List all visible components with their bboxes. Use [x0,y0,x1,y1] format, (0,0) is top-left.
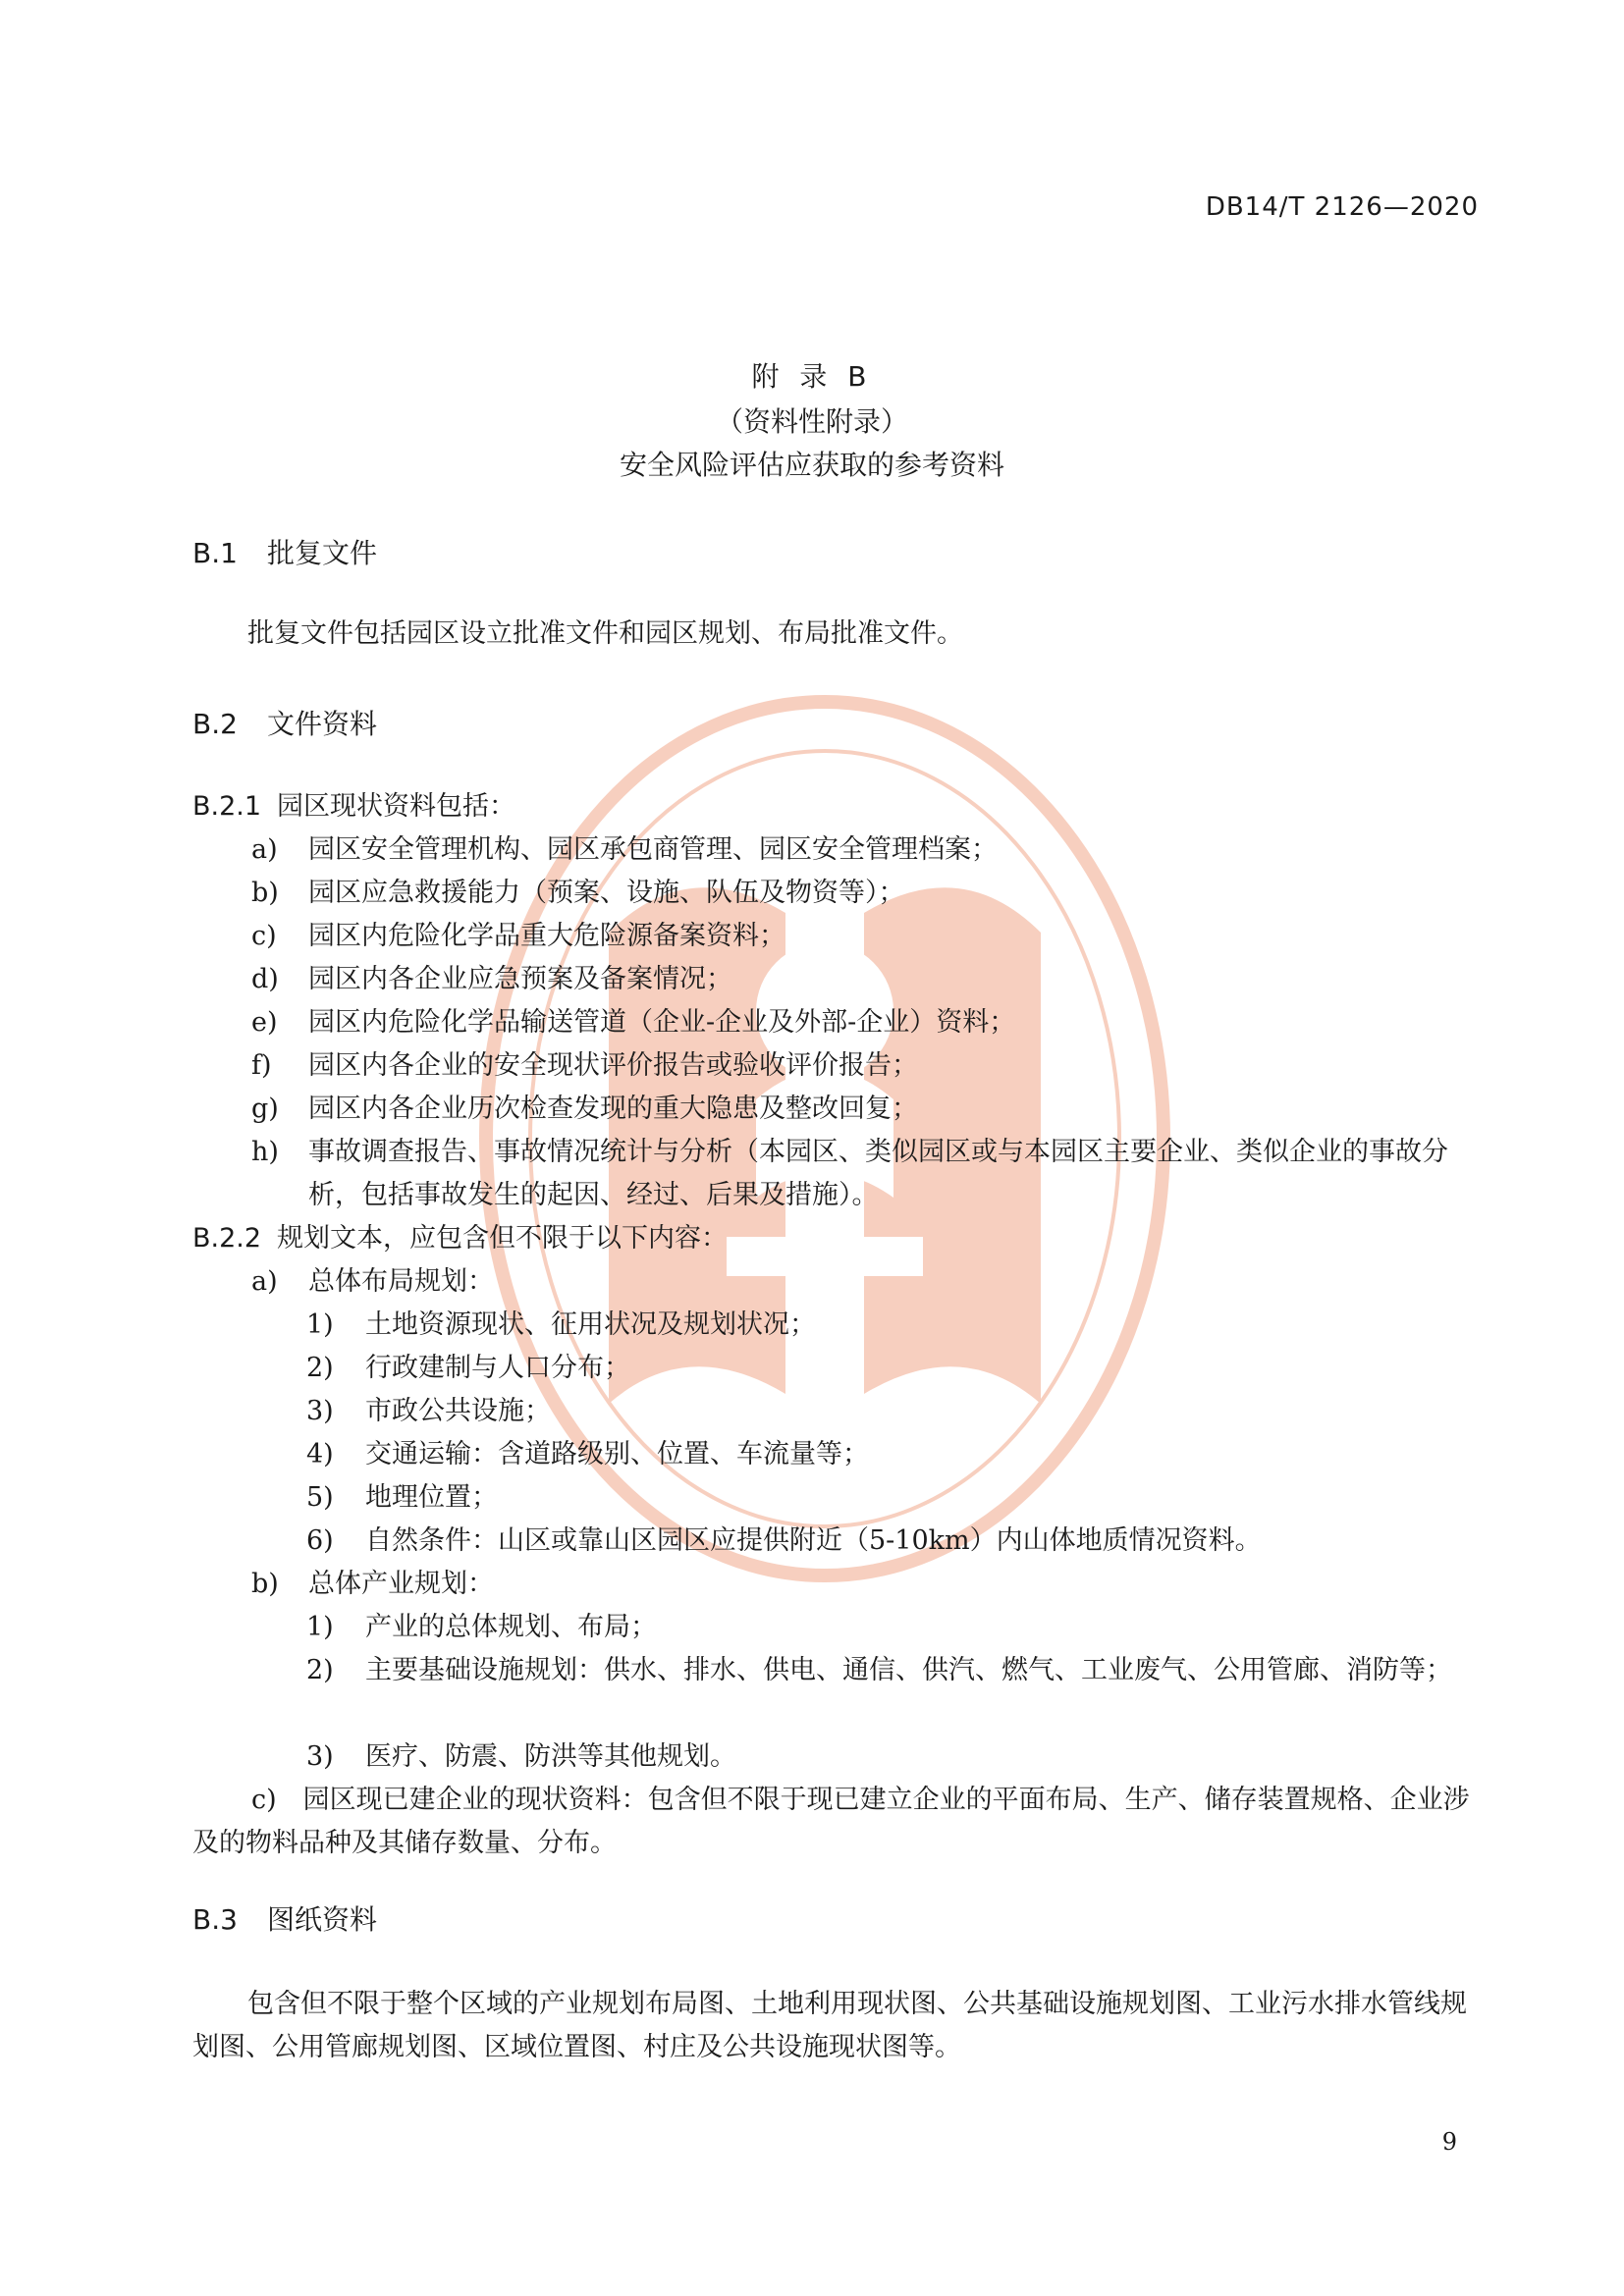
list-marker: e) [251,1007,278,1038]
section-heading-b1 [192,532,377,571]
list-text: 园区现已建企业的现状资料：包含但不限于现已建立企业的平面布局、生产、储存装置规格、企业涉及的物料品种及其储存数量、分布。 [192,1785,1470,1858]
list-text: 主要基础设施规划：供水、排水、供电、通信、供汽、燃气、工业废气、公用管廊、消防等； [365,1655,1452,1685]
list-text: 土地资源现状、征用状况及规划状况； [365,1309,816,1340]
list-text: 园区内各企业历次检查发现的重大隐患及整改回复； [308,1094,918,1124]
subsection-text: 园区现状资料包括： [277,791,516,822]
list-text: 自然条件：山区或靠山区园区应提供附近（5-10km）内山体地质情况资料。 [365,1525,1262,1556]
list-item [251,958,1479,1001]
list-item [251,828,1479,872]
list-item [251,1260,1479,1304]
list-marker: 1) [306,1612,334,1642]
list-text: 市政公共设施； [365,1396,551,1426]
list-marker: 2) [306,1655,334,1685]
list-text: 医疗、防震、防洪等其他规划。 [365,1741,736,1772]
list-marker: 2) [306,1353,334,1383]
list-marker: h) [251,1137,279,1167]
list-item [251,872,1479,915]
subsection-b21 [192,785,515,828]
subsection-number: B.2.1 [192,791,262,822]
list-marker: a) [251,834,278,865]
list-text: 园区应急救援能力（预案、设施、队伍及物资等）； [308,878,905,908]
list-marker: 5) [306,1482,334,1513]
sub-list-item [306,1520,1479,1563]
subsection-b22 [192,1217,728,1260]
sub-list-item [306,1606,1479,1649]
standard-code: DB14/T 2126—2020 [1205,192,1479,222]
list-marker: 4) [306,1439,334,1469]
list-marker: 3) [306,1396,334,1426]
list-marker: f) [251,1050,272,1081]
page-number: 9 [1441,2128,1457,2156]
sub-list-item [306,1433,1479,1476]
list-item [251,915,1479,958]
subsection-number: B.2.2 [192,1223,262,1254]
sub-list-item [306,1347,1479,1390]
list-text: 园区内危险化学品重大危险源备案资料； [308,921,785,951]
sub-list-item [306,1649,1479,1692]
sub-list-item [306,1735,1479,1779]
list-text: 园区内各企业的安全现状评价报告或验收评价报告； [308,1050,918,1081]
list-marker: b) [251,878,279,908]
sub-list-item [306,1476,1479,1520]
section-title: 批复文件 [267,537,378,569]
section-body-b3: 包含但不限于整个区域的产业规划布局图、土地利用现状图、公共基础设施规划图、工业污水排水管线规划图、公用管廊规划图、区域位置图、村庄及公共设施现状图等。 [192,1989,1467,2062]
list-item [251,1044,1479,1088]
section-title: 图纸资料 [267,1903,378,1936]
list-item [251,1088,1479,1131]
list-marker: 3) [306,1741,334,1772]
list-text: 总体产业规划： [308,1569,494,1599]
list-text: 总体布局规划： [308,1266,494,1297]
list-marker: g) [251,1094,279,1124]
list-marker: a) [251,1266,278,1297]
list-item [251,1001,1479,1044]
list-item-c [192,1779,1479,1865]
annex-nature: （资料性附录） [715,405,908,438]
list-text: 行政建制与人口分布； [365,1353,630,1383]
list-text: 园区安全管理机构、园区承包商管理、园区安全管理档案； [308,834,998,865]
section-number: B.2 [192,708,238,740]
list-item [251,1563,1479,1606]
list-marker: c) [251,1785,277,1815]
list-marker: c) [251,921,277,951]
list-text: 园区内危险化学品输送管道（企业-企业及外部-企业）资料； [308,1007,1016,1038]
sub-list-item [306,1390,1479,1433]
annex-title: 附 录 B [751,360,873,393]
section-body-b1: 批复文件包括园区设立批准文件和园区规划、布局批准文件。 [247,618,963,649]
section-title: 文件资料 [267,708,378,740]
subsection-text: 规划文本，应包含但不限于以下内容： [277,1223,729,1254]
list-text: 园区内各企业应急预案及备案情况； [308,964,732,994]
section-number: B.3 [192,1903,238,1936]
list-text: 地理位置； [365,1482,498,1513]
list-marker: d) [251,964,279,994]
list-item [251,1131,1479,1217]
section-number: B.1 [192,537,238,569]
list-text: 产业的总体规划、布局； [365,1612,657,1642]
list-marker: b) [251,1569,279,1599]
list-text: 事故调查报告、事故情况统计与分析（本园区、类似园区或与本园区主要企业、类似企业的事故分析，包括事故发生的起因、经过、后果及措施）。 [308,1137,1448,1210]
section-heading-b2 [192,703,377,742]
list-marker: 6) [306,1525,334,1556]
list-text: 交通运输：含道路级别、位置、车流量等； [365,1439,869,1469]
section-heading-b3 [192,1898,377,1938]
annex-heading: 安全风险评估应获取的参考资料 [619,449,1004,481]
sub-list-item [306,1304,1479,1347]
list-marker: 1) [306,1309,334,1340]
